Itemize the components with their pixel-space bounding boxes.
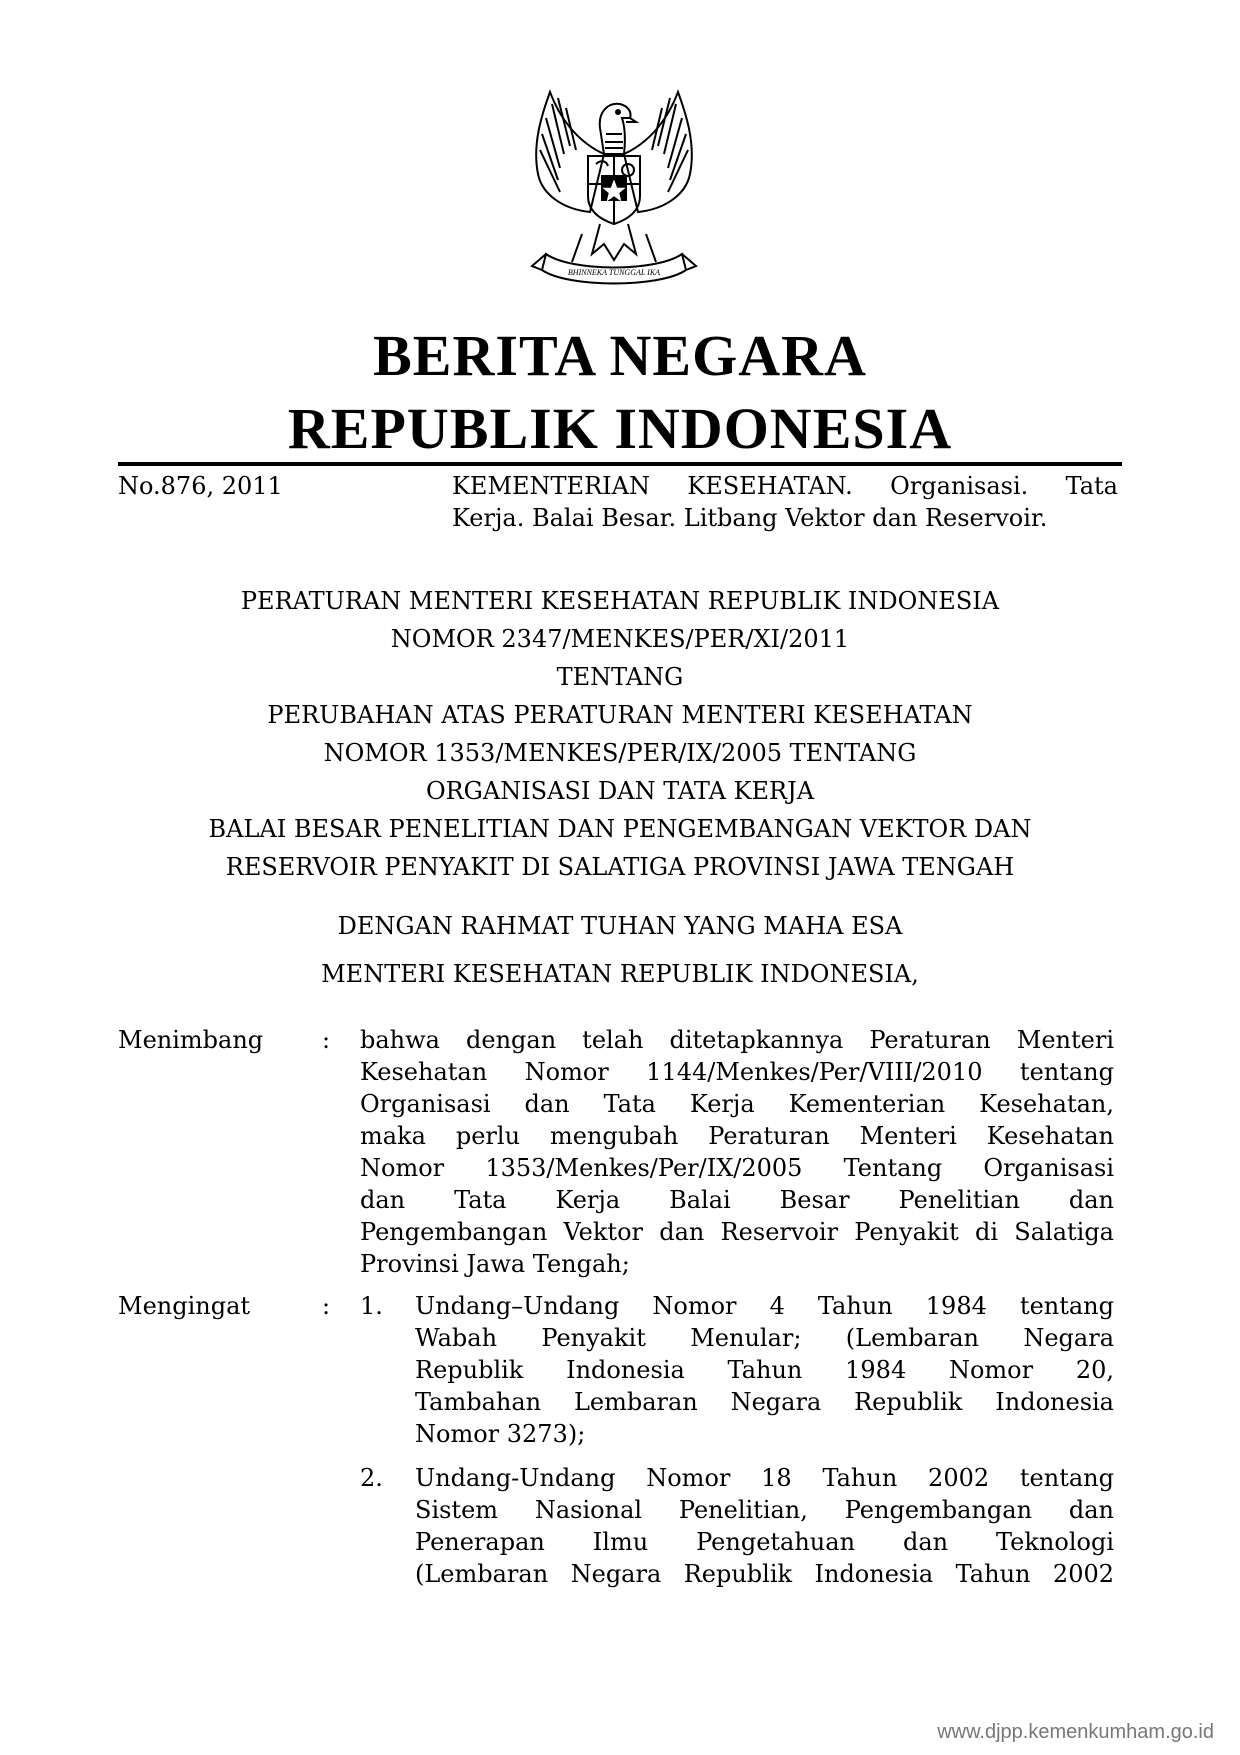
mengingat-line: Sistem Nasional Penelitian, Pengembangan dan	[415, 1496, 1114, 1524]
title-line: BALAI BESAR PENELITIAN DAN PENGEMBANGAN VEKTOR DAN	[208, 815, 1032, 843]
mengingat-item-number: 2.	[360, 1464, 383, 1492]
menimbang-text	[360, 1024, 1114, 1280]
svg-text:BHINNEKA TUNGGAL IKA: BHINNEKA TUNGGAL IKA	[567, 268, 661, 277]
opening-line: DENGAN RAHMAT TUHAN YANG MAHA ESA	[337, 912, 903, 940]
menimbang-line: Provinsi Jawa Tengah;	[360, 1250, 630, 1278]
mengingat-colon: :	[322, 1292, 331, 1320]
gazette-subject	[452, 470, 1118, 534]
regulation-title	[0, 582, 1240, 886]
mengingat-line: Penerapan Ilmu Pengetahuan dan Teknologi	[415, 1528, 1114, 1556]
subject-line: KEMENTERIAN KESEHATAN. Organisasi. Tata	[452, 472, 1118, 500]
masthead-subtitle: REPUBLIK INDONESIA	[287, 396, 953, 461]
title-line: TENTANG	[556, 663, 684, 691]
masthead-title: BERITA NEGARA	[373, 323, 867, 388]
menimbang-label: Menimbang	[118, 1026, 264, 1054]
footer-url: www.djpp.kemenkumham.go.id	[937, 1721, 1214, 1743]
opening-formula	[0, 902, 1240, 998]
mengingat-item	[415, 1290, 1114, 1450]
menimbang-line: Organisasi dan Tata Kerja Kementerian Kesehatan,	[360, 1090, 1114, 1118]
mengingat-line: Tambahan Lembaran Negara Republik Indonesia	[415, 1388, 1114, 1416]
title-line: NOMOR 2347/MENKES/PER/XI/2011	[390, 625, 850, 653]
menimbang-line: dan Tata Kerja Balai Besar Penelitian dan	[360, 1186, 1114, 1214]
title-line: NOMOR 1353/MENKES/PER/IX/2005 TENTANG	[323, 739, 917, 767]
mengingat-line: Republik Indonesia Tahun 1984 Nomor 20,	[415, 1356, 1114, 1384]
menimbang-line: maka perlu mengubah Peraturan Menteri Kesehatan	[360, 1122, 1114, 1150]
mengingat-line: Undang-Undang Nomor 18 Tahun 2002 tentang	[415, 1464, 1114, 1492]
mengingat-item-number: 1.	[360, 1292, 383, 1320]
menimbang-line: bahwa dengan telah ditetapkannya Peraturan Menteri	[360, 1026, 1114, 1054]
mengingat-line: Nomor 3273);	[415, 1420, 586, 1448]
menimbang-line: Pengembangan Vektor dan Reservoir Penyakit di Salatiga	[360, 1218, 1114, 1246]
subject-line: Kerja. Balai Besar. Litbang Vektor dan Reservoir.	[452, 504, 1048, 532]
title-line: PERUBAHAN ATAS PERATURAN MENTERI KESEHATAN	[267, 701, 973, 729]
title-line: RESERVOIR PENYAKIT DI SALATIGA PROVINSI JAWA TENGAH	[225, 853, 1015, 881]
masthead-rule	[118, 462, 1122, 466]
mengingat-label: Mengingat	[118, 1292, 251, 1320]
mengingat-line: (Lembaran Negara Republik Indonesia Tahun 2002	[415, 1560, 1114, 1588]
menimbang-line: Kesehatan Nomor 1144/Menkes/Per/VIII/2010 tentang	[360, 1058, 1114, 1086]
opening-line: MENTERI KESEHATAN REPUBLIK INDONESIA,	[321, 960, 919, 988]
mengingat-line: Wabah Penyakit Menular; (Lembaran Negara	[415, 1324, 1114, 1352]
menimbang-line: Nomor 1353/Menkes/Per/IX/2005 Tentang Organisasi	[360, 1154, 1114, 1182]
mengingat-line: Undang–Undang Nomor 4 Tahun 1984 tentang	[415, 1292, 1114, 1320]
garuda-pancasila-emblem-icon	[512, 84, 716, 296]
title-line: PERATURAN MENTERI KESEHATAN REPUBLIK INDONESIA	[240, 587, 1000, 615]
gazette-number: No.876, 2011	[118, 472, 283, 500]
menimbang-colon: :	[322, 1026, 331, 1054]
title-line: ORGANISASI DAN TATA KERJA	[425, 777, 815, 805]
mengingat-item	[415, 1462, 1114, 1590]
